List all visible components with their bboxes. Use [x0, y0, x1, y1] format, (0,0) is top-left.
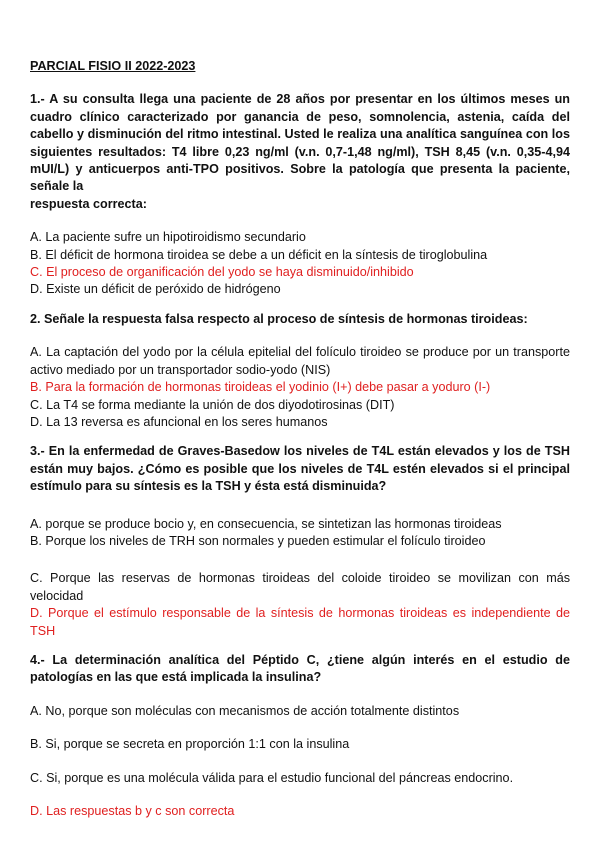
question-3-option-b: B. Porque los niveles de TRH son normales y pueden estimular el folículo tiroideo: [30, 533, 486, 548]
question-3-text: 3.- En la enfermedad de Graves-Basedow los niveles de T4L están elevados y los de TSH están muy bajos. ¿Cómo es posible que los niveles de T4L estén elevados si el principal estímulo para su síntesis es la TSH y ésta está disminuida?: [30, 444, 570, 494]
question-4-text: 4.- La determinación analítica del Péptido C, ¿tiene algún interés en el estudio de patologías en las que está implicada la insulina?: [30, 652, 570, 685]
question-4-option-d-correct: D. Las respuestas b y c son correcta: [30, 804, 235, 818]
question-1-text-cont: respuesta correcta:: [30, 196, 147, 211]
question-2-text: 2. Señale la respuesta falsa respecto al proceso de síntesis de hormonas tiroideas:: [30, 311, 528, 326]
question-2-option-d: D. La 13 reversa es afuncional en los seres humanos: [30, 414, 328, 429]
question-3-option-c: C. Porque las reservas de hormonas tiroideas del coloide tiroideo se movilizan con más velocidad: [30, 571, 570, 603]
question-1-option-d: D. Existe un déficit de peróxido de hidrógeno: [30, 282, 281, 297]
question-4-option-b: B. Si, porque se secreta en proporción 1:1 con la insulina: [30, 737, 350, 752]
question-1-text: 1.- A su consulta llega una paciente de 28 años por presentar en los últimos meses un cuadro clínico caracterizado por ganancia de peso, somnolencia, astenia, caída del cabello y disminución del ritmo intestinal. Usted le realiza una analítica sanguínea con los siguientes resultados: T4 libre 0,23 ng/ml (v.n. 0,7-1,48 ng/ml), TSH 8,45 (v.n. 0,35-4,94 mUI/L) y anticuerpos anti-TPO positivos. Sobre la patología que presenta la paciente, señale la: [30, 92, 570, 194]
exam-title: PARCIAL FISIO II 2022-2023: [30, 59, 196, 73]
question-1-option-a: A. La paciente sufre un hipotiroidismo secundario: [30, 230, 306, 245]
question-3-option-d-correct: D. Porque el estímulo responsable de la síntesis de hormonas tiroideas es independiente de TSH: [30, 606, 570, 638]
question-2-option-c: C. La T4 se forma mediante la unión de dos diyodotirosinas (DIT): [30, 397, 395, 412]
question-1-option-b: B. El déficit de hormona tiroidea se debe a un déficit en la síntesis de tiroglobulina: [30, 247, 488, 262]
question-2-option-b-correct: B. Para la formación de hormonas tiroideas el yodinio (I+) debe pasar a yoduro (I-): [30, 380, 491, 395]
question-3-option-a: A. porque se produce bocio y, en consecuencia, se sintetizan las hormonas tiroideas: [30, 516, 502, 531]
question-4-option-c: C. Si, porque es una molécula válida para el estudio funcional del páncreas endocrino.: [30, 770, 514, 785]
question-1-option-c-correct: C. El proceso de organificación del yodo se haya disminuido/inhibido: [30, 265, 414, 280]
exam-page: [30, 58, 570, 820]
question-2-option-a: A. La captación del yodo por la célula epitelial del folículo tiroideo se produce por un transporte activo mediado por un transportador sodio-yodo (NIS): [30, 345, 570, 377]
question-4-option-a: A. No, porque son moléculas con mecanismos de acción totalmente distintos: [30, 703, 460, 718]
